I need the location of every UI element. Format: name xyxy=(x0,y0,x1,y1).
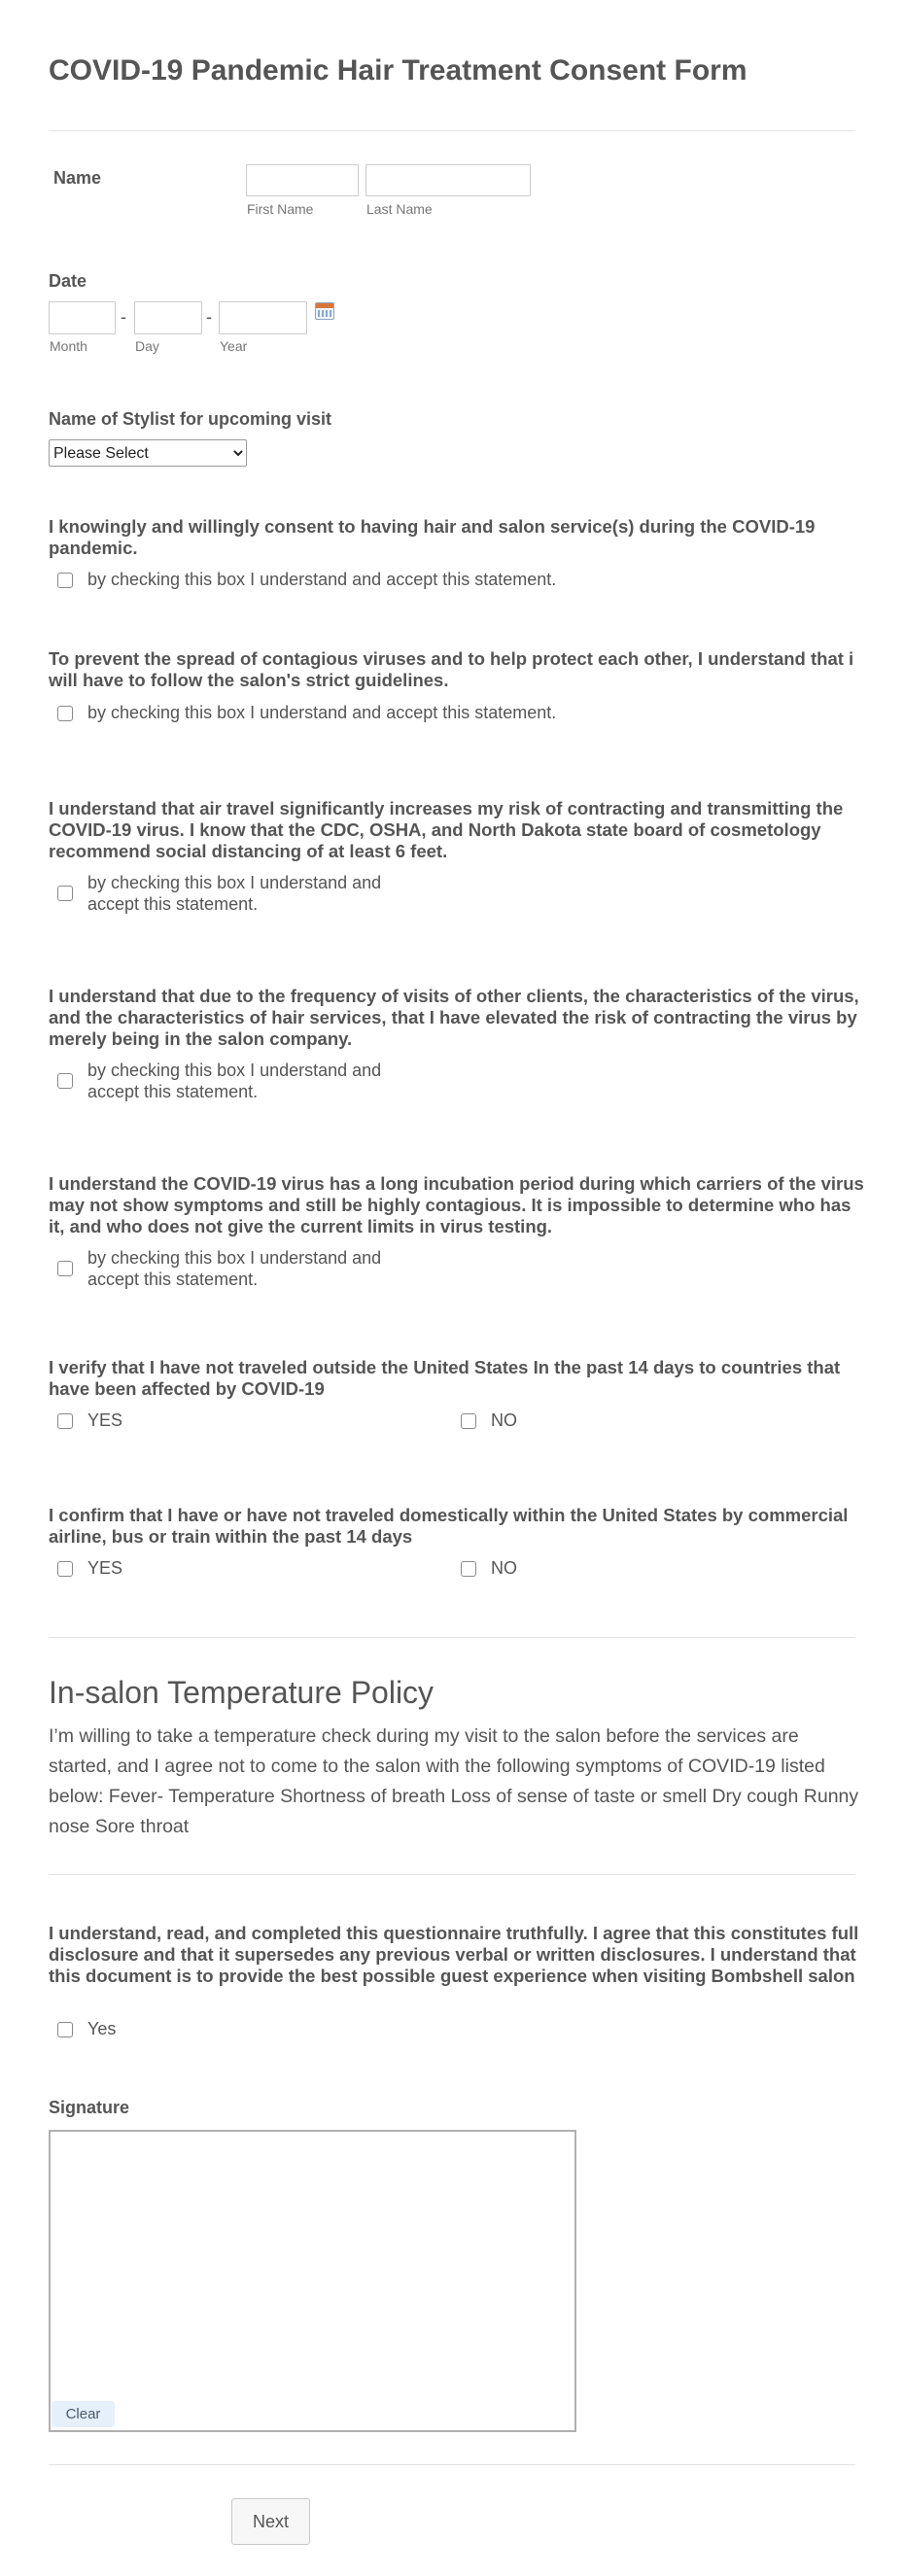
consent-checkbox-3[interactable] xyxy=(57,886,73,901)
signature-label: Signature xyxy=(49,2098,130,2117)
consent-checkbox-label-4a: by checking this box I understand and xyxy=(87,1061,382,1080)
last-name-input[interactable] xyxy=(365,164,531,196)
date-separator: - xyxy=(121,307,126,327)
last-name-sublabel: Last Name xyxy=(366,201,433,217)
consent-question-3: I understand that air travel significantly increases my risk of contracting and transmitting the COVID-19 virus. I know that the CDC, OSHA, and North Dakota state board of cosmetology recommend social distancing of at least 6 feet. xyxy=(49,798,844,861)
consent-checkbox-5[interactable] xyxy=(57,1261,73,1276)
calendar-icon[interactable] xyxy=(315,302,334,320)
stylist-select[interactable] xyxy=(49,439,247,467)
travel-domestic-yes-label: YES xyxy=(87,1558,123,1578)
travel-domestic-yes-checkbox[interactable] xyxy=(57,1561,73,1577)
consent-question-1: I knowingly and willingly consent to having hair and salon service(s) during the COVID-19 pandemic. xyxy=(49,516,816,558)
travel-international-yes-label: YES xyxy=(87,1410,123,1430)
travel-international-yes-checkbox[interactable] xyxy=(57,1413,73,1429)
final-agreement-yes-checkbox[interactable] xyxy=(57,2022,73,2037)
page-title: COVID-19 Pandemic Hair Treatment Consent Form xyxy=(49,54,748,87)
clear-signature-button[interactable]: Clear xyxy=(52,2401,115,2427)
month-input[interactable] xyxy=(49,301,116,334)
consent-checkbox-label-5a: by checking this box I understand and xyxy=(87,1248,382,1268)
year-input[interactable] xyxy=(219,301,307,334)
consent-checkbox-label-3b: accept this statement. xyxy=(87,894,259,914)
first-name-input[interactable] xyxy=(246,164,359,196)
date-separator: - xyxy=(206,307,212,327)
divider xyxy=(49,1637,855,1638)
travel-domestic-no-label: NO xyxy=(491,1558,517,1578)
signature-pad[interactable] xyxy=(49,2130,576,2432)
consent-checkbox-label-5b: accept this statement. xyxy=(87,1270,259,1289)
travel-domestic-question: I confirm that I have or have not traveled domestically within the United States by commercial airline, bus or train within the past 14 days xyxy=(49,1505,849,1547)
date-label: Date xyxy=(49,271,87,291)
consent-checkbox-1[interactable] xyxy=(57,573,73,588)
year-sublabel: Year xyxy=(220,338,248,354)
consent-checkbox-label-1: by checking this box I understand and accept this statement. xyxy=(87,570,557,589)
day-input[interactable] xyxy=(134,301,202,334)
consent-checkbox-label-4b: accept this statement. xyxy=(87,1082,259,1101)
day-sublabel: Day xyxy=(135,338,159,354)
month-sublabel: Month xyxy=(50,338,87,354)
name-label: Name xyxy=(53,168,102,188)
consent-question-2: To prevent the spread of contagious viruses and to help protect each other, I understand that i will have to follow the salon's strict guidelines. xyxy=(49,648,854,690)
divider xyxy=(49,2464,855,2465)
travel-domestic-no-checkbox[interactable] xyxy=(461,1561,476,1577)
temperature-text: I’m willing to take a temperature check during my visit to the salon before the services are started, and I agree not to come to the salon with the following symptoms of COVID-19 listed below: Fever- Temperature Shortness of breath Loss of sense of taste or smell Dry cough Runny nose Sore throat xyxy=(49,1725,859,1837)
first-name-sublabel: First Name xyxy=(247,201,314,217)
travel-international-no-label: NO xyxy=(491,1410,517,1430)
travel-international-question: I verify that I have not traveled outside the United States In the past 14 days to countries that have been affected by COVID-19 xyxy=(49,1357,841,1399)
consent-checkbox-2[interactable] xyxy=(57,706,73,721)
divider xyxy=(49,1874,855,1875)
consent-question-5: I understand the COVID-19 virus has a long incubation period during which carriers of the virus may not show symptoms and still be highly contagious. It is impossible to determine who has it, and who does not give the current limits in virus testing. xyxy=(49,1173,864,1236)
consent-checkbox-label-2: by checking this box I understand and accept this statement. xyxy=(87,703,557,722)
divider xyxy=(49,130,855,131)
stylist-label: Name of Stylist for upcoming visit xyxy=(49,409,332,429)
next-button[interactable]: Next xyxy=(231,2498,310,2545)
final-agreement-question: I understand, read, and completed this questionnaire truthfully. I agree that this constitutes full disclosure and that it supersedes any previous verbal or written disclosures. I understand that this document is to provide the best possible guest experience when visiting Bombshell salon xyxy=(49,1923,859,1986)
travel-international-no-checkbox[interactable] xyxy=(461,1413,476,1429)
final-agreement-yes-label: Yes xyxy=(87,2019,117,2038)
consent-checkbox-label-3a: by checking this box I understand and xyxy=(87,873,382,892)
consent-question-4: I understand that due to the frequency of visits of other clients, the characteristics of the virus, and the characteristics of hair services, that I have elevated the risk of contracting the virus by merely being in the salon company. xyxy=(49,986,859,1049)
temperature-heading: In-salon Temperature Policy xyxy=(49,1675,435,1710)
consent-checkbox-4[interactable] xyxy=(57,1073,73,1089)
